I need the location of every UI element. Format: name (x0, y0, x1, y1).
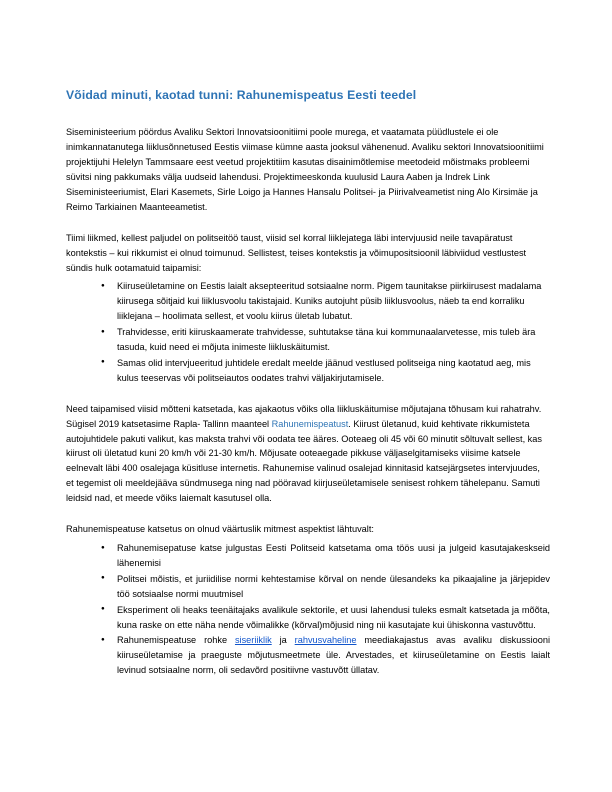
paragraph-experiment-text-before: Need taipamised viisid mõtteni katsetada, kas ajakaotus võiks olla liikluskäitumise mõjutajana tõhusam kui rahatrahv. Sügisel 2019 katsetasime Rapla- Tallinn maanteel (66, 403, 542, 429)
siseriiklik-link[interactable]: siseriiklik (234, 635, 272, 646)
value-aspects-list (66, 541, 550, 678)
rahunemispeatust-link[interactable]: Rahunemispeatust (271, 418, 349, 429)
rahvusvaheline-link[interactable]: rahvusvaheline (294, 635, 357, 646)
list-item (101, 633, 550, 678)
page-title: Võidad minuti, kaotad tunni: Rahunemispeatus Eesti teedel (66, 88, 417, 102)
list-item: ● Eksperiment oli heaks teenäitajaks avalikule sektorile, et uusi lahendusi tuleks esmalt katsetada ja mõõta, kuna raske on ette näha nende võimalikke (kõrval)mõjusid ning nii kasutajate kui ühiskonna vastuvõttu. (101, 603, 550, 633)
paragraph-intro: Siseministeerium pöördus Avaliku Sektori Innovatsioonitiimi poole murega, et vaatamata püüdlustele ei ole inimkannatanutega liiklusõnnetused Eestis viimase kümne aasta jooksul vähenenud. Avaliku sektori Innovatsioonitiimi projektijuhi Helelyn Tammsaare eest veetud projektitiim kasutas disainimõtlemise meetodeid mõistmaks probleemi süvitsi ning pakkumaks välja uudseid lahendusi. Projektimeeskonda kuulusid Laura Aaben ja Indrek Link Siseministeeriumist, Elari Kasemets, Sirle Loigo ja Hannes Hansalu Politsei- ja Piirivalveametist ning Alo Kirsimäe ja Reimo Tarkiainen Maanteeametist. (66, 127, 544, 212)
insights-list (66, 279, 550, 385)
media-bullet-suffix: meediakajastus avas avaliku diskussiooni kiiruseületamise ja praeguste mõjutusmeetmete üle. Arvestades, et kiiruseületamine on Eestis laialt levinud sotsiaalne norm, oli sedavõrd positiivne vastuvõtt üllatav. (117, 635, 550, 676)
paragraph-interviews-lead: Tiimi liikmed, kellest paljudel on politseitöö taust, viisid sel korral liiklejatega läbi intervjuusid neile tavapäratust kontekstis – kui rikkumist ei olnud toimunud. Sellistest, teises kontekstis ja võimupositsioonil läbiviidud vestlustest sündis hulk ootamatuid taipamisi: (66, 232, 527, 273)
paragraph-experiment (66, 402, 550, 506)
list-item: ● Samas olid intervjueeritud juhtidele eredalt meelde jäänud vestlused politseiga ning kaotatud aeg, mis kulus teeservas või politseiautos oodates trahvi väljakirjutamisele. (101, 356, 550, 386)
paragraph-value-lead: Rahunemispeatuse katsetus on olnud väärtuslik mitmest aspektist lähtuvalt: (66, 524, 374, 535)
list-item: ● Rahunemisepatuse katse julgustas Eesti Politseid katsetama oma töös uusi ja julgeid kasutajakeskseid lähenemisi (101, 541, 550, 571)
media-bullet-mid: ja (271, 635, 295, 646)
list-item: ● Trahvidesse, eriti kiiruskaamerate trahvidesse, suhtutakse täna kui kommunaalarvetesse, mis tuleb ära tasuda, kuid need ei mõjuta inimeste liikluskäitumist. (101, 325, 550, 355)
media-bullet-prefix: Rahunemispeatuse rohke (117, 635, 235, 646)
paragraph-experiment-text-after: . Kiirust ületanud, kuid kehtivate rikkumisteta autojuhtidele pakuti valikut, kas maksta trahvi või oodata tee ääres. Ooteaeg oli 45 või 60 minutit sõltuvalt sellest, kas kiirust oli ületatud kuni 20 km/h või 21-30 km/h. Mõjusate ooteaegade pikkuse väljaselgitamiseks viisime katsele eelnevalt läbi 400 osalejaga küsitluse internetis. Rahunemise valinud osalejad kinnitasid katsejärgsetes intervjuudes, et tegemist oli meeldejääva sündmusega ning nad pööravad kiirjuseületamisele senisest rohkem tähelepanu. Samuti leidsid nad, et meede võiks laiemalt kasutusel olla. (66, 418, 542, 504)
list-item: ● Politsei mõistis, et juriidilise normi kehtestamise kõrval on nende ülesandeks ka pikaajaline ja järjepidev töö sotsiaalse normi muutmisel (101, 572, 550, 602)
list-item: ● Kiiruseületamine on Eestis laialt aksepteeritud sotsiaalne norm. Pigem taunitakse piirkiirusest madalama kiirusega sõitjaid kui liiklusvoolu takistajaid. Kuniks autojuht püsib liiklusvoolus, näeb ta end korraliku liiklejana – hoolimata sellest, et voolu kiirus ületab lubatut. (101, 279, 550, 324)
